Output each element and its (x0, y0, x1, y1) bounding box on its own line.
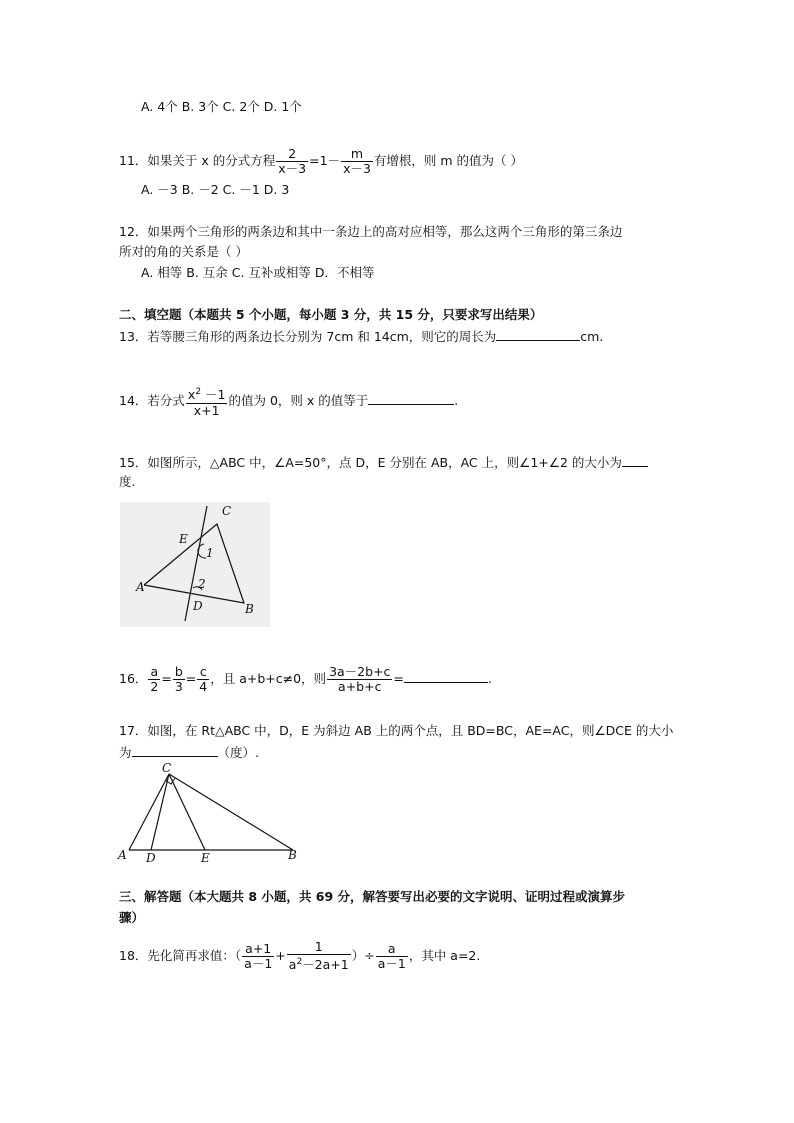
q14-num-rest: －1 (201, 387, 226, 403)
question-11 (119, 146, 523, 176)
question-16 (119, 662, 492, 696)
q16-main-denominator: a+b+c (338, 679, 382, 694)
q10-options: A. 4个 B. 3个 C. 2个 D. 1个 (141, 99, 302, 114)
q17-segment-cd (151, 774, 169, 850)
q18-fraction-1 (242, 942, 274, 971)
section-3-heading-line1: 三、解答题（本大题共 8 小题，共 69 分，解答要写出必要的文字说明、证明过程或演算步 (119, 889, 626, 904)
q11-f1-numerator: 2 (276, 147, 308, 162)
q17-label-a: A (118, 848, 127, 862)
q11-suffix: 有增根，则 m 的值为（ ） (373, 153, 524, 168)
q18-close: ）÷ (351, 948, 375, 963)
q16-fraction-a (148, 665, 160, 694)
q11-fraction-1 (276, 147, 308, 176)
q16-fb-denominator: 3 (174, 679, 183, 694)
q14-suffix: 的值为 0，则 x 的值等于 (228, 393, 369, 408)
q11-mid: =1－ (309, 153, 341, 168)
question-15 (119, 454, 648, 471)
q16-answer-blank[interactable] (404, 670, 488, 683)
section-3-heading-line2: 骤） (119, 910, 145, 925)
q18-f2-den-exponent: 2 (296, 957, 303, 968)
q11-fraction-2 (341, 147, 373, 176)
q18-suffix: ，其中 a=2. (408, 948, 481, 963)
q14-num-exponent: 2 (195, 387, 202, 398)
q18-fraction-2 (287, 940, 351, 972)
q12-line2: 所对的角的关系是（ ） (119, 244, 248, 259)
q17-answer-blank[interactable] (132, 744, 218, 757)
question-18 (119, 938, 480, 974)
q13-answer-blank[interactable] (496, 328, 580, 341)
q17-line1: 17．如图，在 Rt△ABC 中，D，E 为斜边 AB 上的两个点，且 BD=BC，AE=AC，则∠DCE 的大小 (119, 723, 674, 738)
q18-f3-numerator: a (376, 942, 408, 957)
q16-fraction-b (173, 665, 185, 694)
q17-line2-prefix: 为 (119, 745, 132, 760)
q15-label-a: A (136, 580, 145, 594)
q18-f3-denominator: a－1 (377, 956, 406, 971)
q15-label-d: D (193, 599, 203, 613)
q18-f1-denominator: a－1 (244, 956, 273, 971)
q17-line2-suffix: （度）. (217, 745, 259, 760)
q16-eq1: = (161, 671, 172, 686)
q16-main-numerator: 3a－2b+c (329, 664, 391, 679)
q16-eq3: = (393, 671, 404, 686)
q12-options: A. 相等 B. 互余 C. 互补或相等 D．不相等 (141, 265, 375, 280)
q17-label-d: D (146, 851, 156, 865)
q14-end: . (454, 393, 459, 408)
q15-line2: 度. (119, 474, 136, 489)
q15-label-e: E (179, 532, 188, 546)
q16-fb-numerator: b (173, 665, 185, 680)
q15-label-b: B (245, 602, 254, 616)
q11-f2-numerator: m (341, 147, 373, 162)
q15-label-2: 2 (198, 577, 206, 591)
section-2-heading: 二、填空题（本题共 5 个小题，每小题 3 分，共 15 分，只要求写出结果） (119, 307, 543, 322)
q14-numerator (186, 385, 228, 403)
q11-options: A. －3 B. －2 C. －1 D. 3 (141, 182, 290, 197)
q16-fa-numerator: a (148, 665, 160, 680)
q16-eq2: = (185, 671, 197, 686)
q12-line1: 12．如果两个三角形的两条边和其中一条边上的高对应相等，那么这两个三角形的第三条边 (119, 224, 623, 239)
question-13 (119, 328, 603, 345)
question-14 (119, 384, 458, 418)
q18-plus: + (275, 948, 286, 963)
q17-label-b: B (288, 848, 297, 862)
q18-fraction-3 (376, 942, 408, 971)
q16-mid: ，且 a+b+c≠0，则 (210, 671, 327, 686)
q15-line1: 15．如图所示，△ABC 中，∠A=50°，点 D，E 分别在 AB，AC 上，则∠1+∠2 的大小为 (119, 455, 622, 470)
q13-text: 13．若等腰三角形的两条边长分别为 7cm 和 14cm，则它的周长为 (119, 329, 497, 344)
q15-answer-blank[interactable] (622, 454, 648, 467)
q11-f2-denominator: x－3 (343, 161, 371, 176)
q16-prefix: 16． (119, 671, 148, 686)
q16-end: . (487, 671, 492, 686)
q17-figure (115, 758, 315, 868)
q15-label-c: C (222, 504, 232, 518)
q14-prefix: 14．若分式 (119, 393, 185, 408)
q11-f1-denominator: x－3 (278, 161, 307, 176)
q18-f1-numerator: a+1 (242, 942, 274, 957)
q18-f2-den-base: a (288, 957, 297, 973)
q17-label-e: E (201, 851, 210, 865)
q16-fc-denominator: 4 (199, 679, 208, 694)
q13-unit: cm. (580, 329, 604, 344)
q14-answer-blank[interactable] (368, 392, 454, 405)
q17-side-ac (129, 774, 169, 850)
q16-fa-denominator: 2 (150, 679, 159, 694)
q11-prefix: 11．如果关于 x 的分式方程 (119, 153, 276, 168)
q16-fraction-main (327, 665, 392, 694)
q16-fc-numerator: c (197, 665, 209, 680)
q16-fraction-c (197, 665, 209, 694)
q18-f2-numerator: 1 (287, 940, 351, 955)
q14-denominator: x+1 (193, 402, 220, 418)
q15-label-1: 1 (206, 546, 214, 560)
q18-f2-den-rest: －2a+1 (302, 957, 349, 973)
q14-num-base: x (187, 387, 196, 403)
q18-f2-denominator (287, 955, 351, 972)
q15-figure (120, 502, 270, 627)
q14-fraction (186, 385, 228, 417)
q17-label-c: C (162, 761, 172, 775)
q18-prefix: 18．先化简再求值：（ (119, 948, 242, 963)
